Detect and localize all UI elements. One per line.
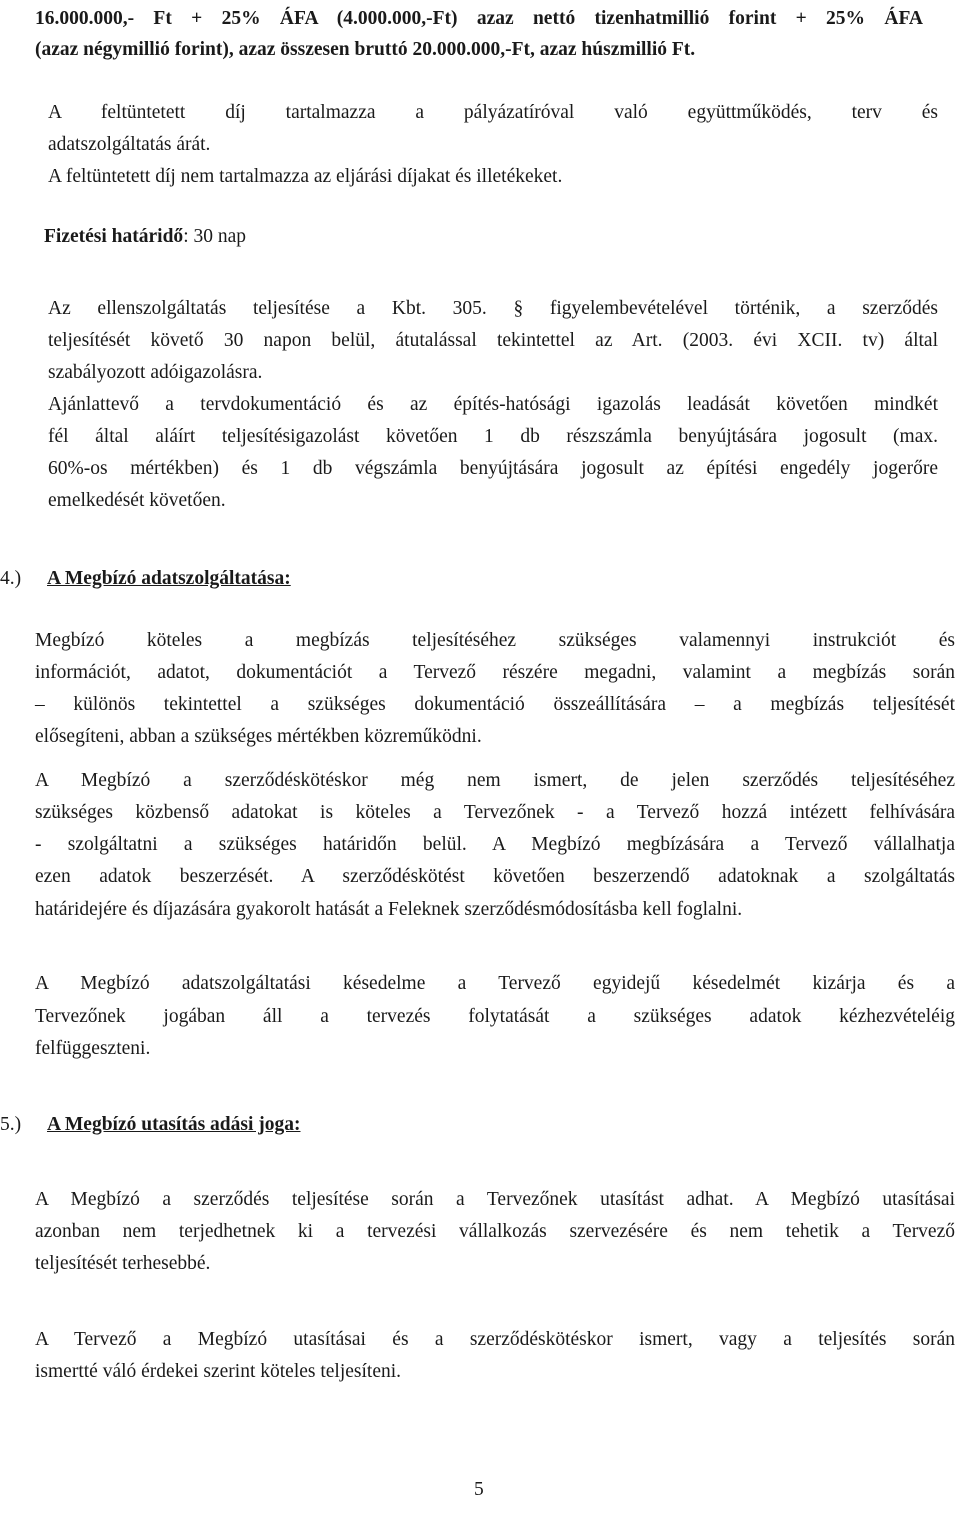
s5-p1-line-2: azonban nem terjedhetnek ki a tervezési vállalkozás szervezésére és nem tehetik a Tervező bbox=[35, 1221, 955, 1242]
s4-p1-line-1: Megbízó köteles a megbízás teljesítéséhez szükséges valamennyi instrukciót és bbox=[35, 630, 955, 651]
payment-deadline-value: : 30 nap bbox=[183, 226, 247, 247]
intro-line-2: (azaz négymillió forint), azaz összesen bruttó 20.000.000,-Ft, azaz húszmillió Ft. bbox=[35, 39, 696, 60]
performance-line-1: Az ellenszolgáltatás teljesítése a Kbt. 305. § figyelembevételével történik, a szerződés bbox=[48, 298, 938, 319]
s4-p1-line-4: elősegíteni, abban a szükséges mértékben közreműködni. bbox=[35, 726, 482, 747]
s4-p3-line-3: felfüggeszteni. bbox=[35, 1038, 151, 1059]
performance-line-3: szabályozott adóigazolásra. bbox=[48, 362, 263, 383]
page-number: 5 bbox=[474, 1479, 484, 1500]
performance-line-7: emelkedését követően. bbox=[48, 490, 226, 511]
performance-line-5: fél által aláírt teljesítésigazolást követően 1 db részszámla benyújtására jogosult (max. bbox=[48, 426, 938, 447]
s4-p1-line-2: információt, adatot, dokumentációt a Tervező részére megadni, valamint a megbízás során bbox=[35, 662, 955, 683]
s5-p2-line-1: A Tervező a Megbízó utasításai és a szerződéskötéskor ismert, vagy a teljesítés során bbox=[35, 1329, 955, 1350]
s5-p1-line-1: A Megbízó a szerződés teljesítése során a Tervezőnek utasítást adhat. A Megbízó utasításai bbox=[35, 1189, 955, 1210]
section-5-title: A Megbízó utasítás adási joga: bbox=[47, 1114, 301, 1135]
payment-deadline bbox=[44, 225, 246, 249]
intro-line-1: 16.000.000,- Ft + 25% ÁFA (4.000.000,-Ft) azaz nettó tizenhatmillió forint + 25% ÁFA bbox=[35, 8, 923, 29]
performance-line-6: 60%-os mértékben) és 1 db végszámla benyújtására jogosult az építési engedély jogerőre bbox=[48, 458, 938, 479]
performance-line-2: teljesítését követő 30 napon belül, átutalással tekintettel az Art. (2003. évi XCII. tv) által bbox=[48, 330, 938, 351]
s4-p2-line-1: A Megbízó a szerződéskötéskor még nem ismert, de jelen szerződés teljesítéséhez bbox=[35, 770, 955, 791]
section-4-number: 4.) bbox=[0, 568, 22, 589]
fee-line-2: adatszolgáltatás árát. bbox=[48, 134, 211, 155]
s4-p1-line-3: – különös tekintettel a szükséges dokumentáció összeállítására – a megbízás teljesítését bbox=[35, 694, 955, 715]
fee-line-3: A feltüntetett díj nem tartalmazza az eljárási díjakat és illetékeket. bbox=[48, 166, 563, 187]
performance-line-4: Ajánlattevő a tervdokumentáció és az építés-hatósági igazolás leadását követően mindkét bbox=[48, 394, 938, 415]
s5-p1-line-3: teljesítését terhesebbé. bbox=[35, 1253, 211, 1274]
s4-p2-line-2: szükséges közbenső adatokat is köteles a Tervezőnek - a Tervező hozzá intézett felhívására bbox=[35, 802, 955, 823]
s4-p2-line-3: - szolgáltatni a szükséges határidőn belül. A Megbízó megbízására a Tervező vállalhatja bbox=[35, 834, 955, 855]
payment-deadline-label: Fizetési határidő bbox=[44, 226, 184, 247]
section-4-title: A Megbízó adatszolgáltatása: bbox=[47, 568, 291, 589]
fee-line-1: A feltüntetett díj tartalmazza a pályázatíróval való együttműködés, terv és bbox=[48, 102, 938, 123]
s4-p3-line-2: Tervezőnek jogában áll a tervezés folytatását a szükséges adatok kézhezvételéig bbox=[35, 1006, 955, 1027]
s5-p2-line-2: ismertté váló érdekei szerint köteles teljesíteni. bbox=[35, 1361, 402, 1382]
s4-p2-line-5: határidejére és díjazására gyakorolt hatását a Feleknek szerződésmódosításba kell foglalni. bbox=[35, 899, 743, 920]
s4-p3-line-1: A Megbízó adatszolgáltatási késedelme a Tervező egyidejű késedelmét kizárja és a bbox=[35, 973, 955, 994]
section-5-number: 5.) bbox=[0, 1114, 22, 1135]
s4-p2-line-4: ezen adatok beszerzését. A szerződéskötést követően beszerzendő adatoknak a szolgáltatás bbox=[35, 866, 955, 887]
